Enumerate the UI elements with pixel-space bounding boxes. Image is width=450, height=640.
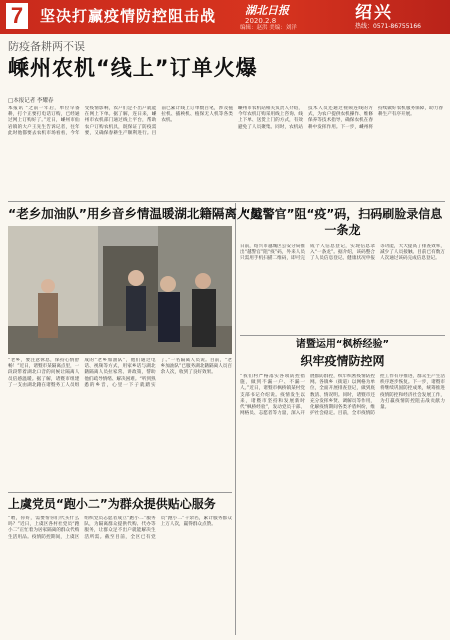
article1-byline: □本报记者 李耀春 — [8, 98, 54, 104]
hotline: 热线：0571-86755166 — [355, 23, 421, 30]
article3-title: 上虞党员“跑小二”为群众提供贴心服务 — [8, 497, 216, 511]
divider — [8, 201, 445, 202]
issue-date: 2020.2.8 — [245, 17, 277, 25]
editor-info: 编辑：赵洪 美编：刘洋 — [240, 25, 297, 31]
article5-title: 织牢疫情防控网 — [300, 354, 385, 368]
page-header — [0, 0, 450, 34]
article3-text: “喂，你好，需要帮你们代买什么吗？”近日，上虞区各村社党员“跑小二”正忙着为居家隔离的群众代购生活用品。疫情防控期间，上虞区组织党员志愿者成立“跑小二”服务队，为隔离群众提供代购、代办等服务，让群众足不出户就能解决生活所需。截至目前，全区已有党员“跑小二”千余名，累计服务群众上万人次，赢得群众点赞。 — [8, 516, 232, 540]
article2-body — [8, 358, 232, 488]
article2-text: “老乡，要注意休息，保持心情舒畅！”近日，诸暨市某隔离点里，一段段带着湖北口音的问候让隔离人员倍感温暖。据了解，诸暨市组建了一支由湖北籍在诸暨务工人员组成的“老乡加油队”，他们通过电话、视频等方式，用家乡话与湖北籍隔离人员拉家常、讲政策，帮助他们疏导情绪、解决困难。“听到熟悉的乡音，心里一下子就踏实了。”一名隔离人员说。目前，“老乡加油队”已服务湖北籍隔离人员百余人次，收到了良好效果。 — [8, 358, 232, 388]
article5-subtitle: 诸暨运用“枫桥经验” — [295, 339, 390, 350]
article4-text: 日前，绍兴市越城区公安分局推出“越警官”阻“疫”码，外来人员只需用手机扫描二维码，即可完成个人信息登记，实现信息录入“一条龙”。据介绍，该码整合了人员信息登记、健康状况申报等功能，大大提高了排查效率，减少了人员接触。目前已有数万人次通过该码完成信息登记。 — [240, 244, 445, 262]
column-divider — [235, 203, 236, 635]
divider — [8, 492, 232, 493]
newspaper-logo: 湖北日报 — [245, 4, 289, 17]
article1-text-right: 嵊州市农机站相关负责人介绍，今年农机订购采用线上咨询、线上下单、送货上门的方式，有效避免了人员聚集。同时，农机站技术人员还通过视频连线的方式，为农户提供农机操作、维修保养等技术指导，确保农机在春耕中发挥作用。下一步，嵊州将持续做好农机服务保障，助力春耕生产有序开展。 — [238, 106, 443, 130]
photo-illustration — [8, 226, 232, 354]
article3-body — [8, 516, 232, 634]
article4-body — [240, 244, 445, 332]
header-slogan: 坚决打赢疫情防控阻击战 — [40, 7, 217, 25]
article1-subtitle: 防疫备耕两不误 — [8, 40, 85, 53]
article1-body-right — [238, 106, 443, 196]
article2-title: “老乡加油队”用乡音乡情温暖湖北籍隔离人员 — [8, 206, 262, 221]
article1-text-left: 本报讯 “之前一年后，单位早备耕，打个正要打电话订购，已经通过网上订购好了。”近日，嵊州市仙岩镇的大户王先生告诉记者，往年此时他都要去农机市场看看，今年受疫情影响，农户们足不出户就能在网上下单。据了解，连日来，嵊州市农机部门通过线上平台，帮助农户订购农机具，既保证了防疫需要，又确保春耕生产顺利进行。目前已累计线上订单数百笔，涉及拖拉机、插秧机、植保无人机等各类农机。 — [8, 106, 233, 136]
section-name: 绍兴 — [355, 3, 393, 23]
article4-title: “越警官”阻“疫”码，扫码刷脸录信息一条龙 — [242, 207, 443, 237]
divider — [240, 335, 445, 336]
article5-text: “我们村严格落实各项防控措施，做到不漏一户、不漏一人。”近日，诸暨市枫桥镇某村党支部书记介绍说。疫情发生以来，诸暨市坚持和发展新时代“枫桥经验”，发动党员干部、网格员、志愿者等力量，深入开展群防群控，织牢织密疫情防控网。各镇乡（街道）以网格为单位，全面开展排查登记，做到底数清、情况明。同时，诸暨市还充分发挥乡贤、调解员等作用，化解疫情期间各类矛盾纠纷，维护社会稳定。目前，全市疫情防控工作有序推进，群众生产生活秩序逐步恢复。下一步，诸暨市将继续巩固防控成果，统筹推进疫情防控和经济社会发展工作，为打赢疫情防控阻击战贡献力量。 — [240, 374, 445, 417]
article5-body — [240, 374, 445, 634]
article1-body-left — [8, 106, 233, 196]
news-photo — [8, 226, 232, 354]
page-number: 7 — [6, 3, 28, 29]
article1-title: 嵊州农机“线上”订单火爆 — [8, 56, 258, 80]
